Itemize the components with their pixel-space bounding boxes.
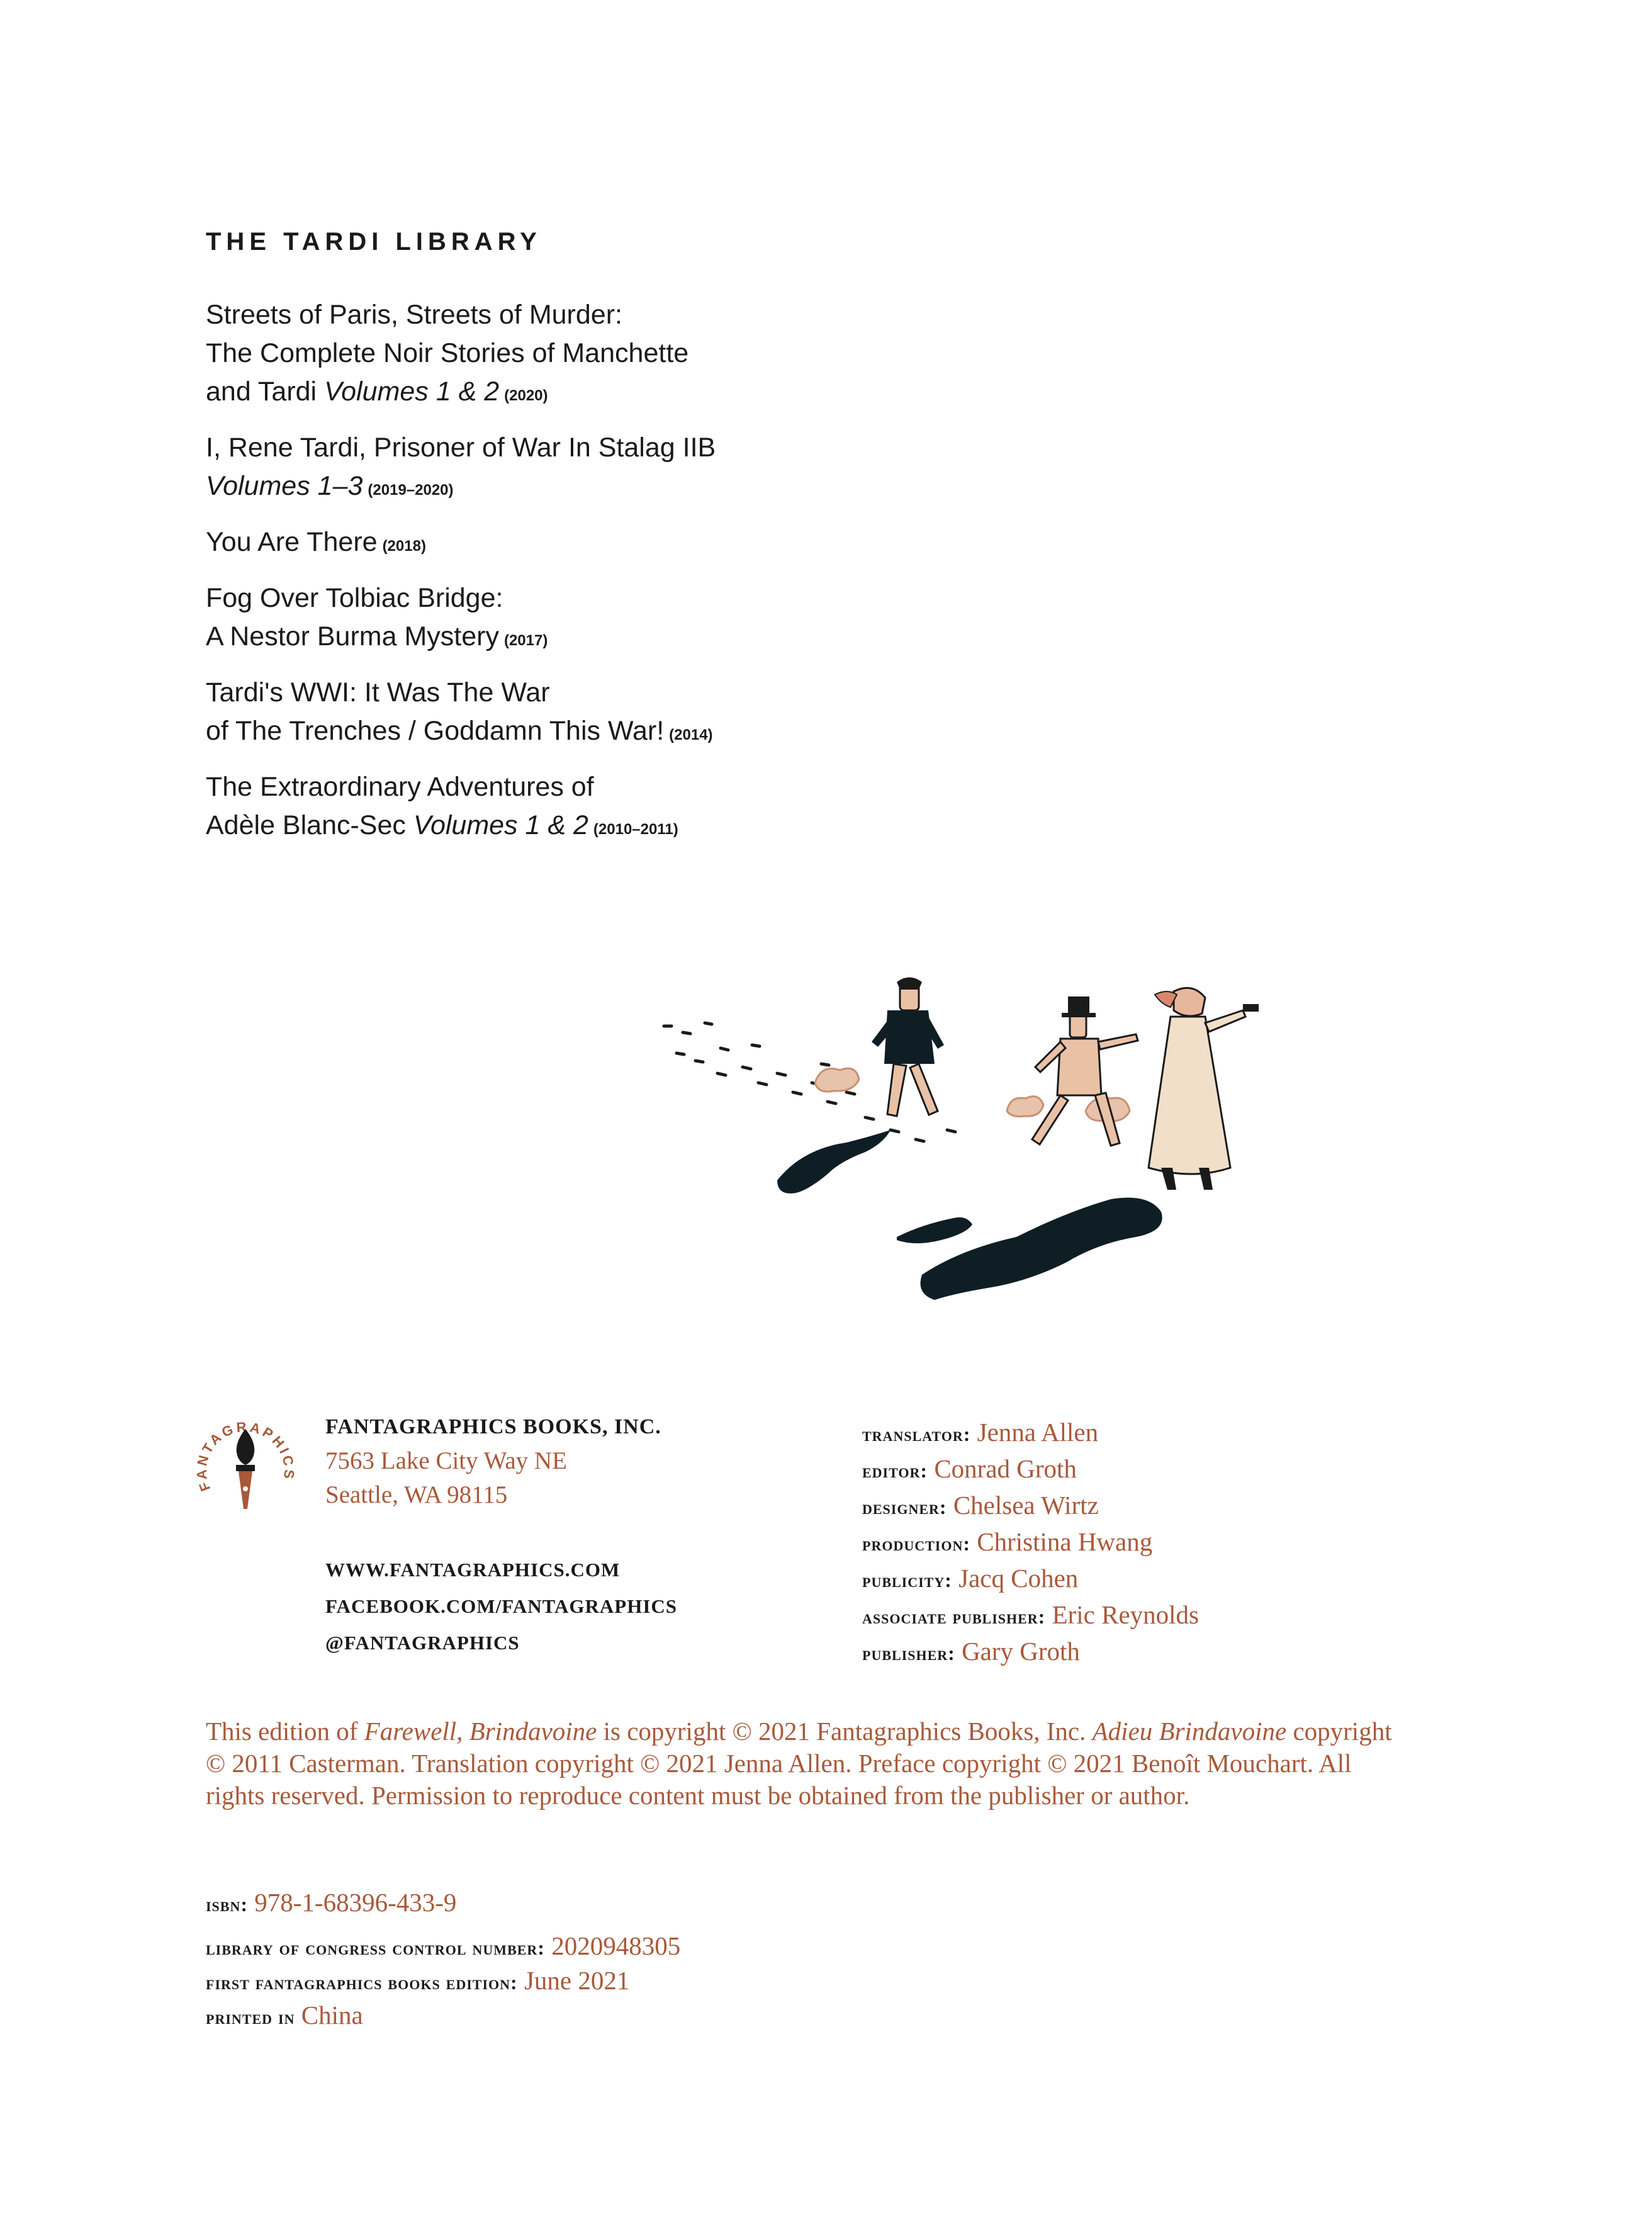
book-title-last-line bbox=[206, 523, 1087, 565]
edition-row bbox=[206, 1964, 680, 1999]
copyright-text: copyright © 2011 Casterman. Translation copyright © 2021 Jenna Allen. Preface copyright © 2021 Benoît Mouchart. All rights reserved. Permission to reproduce content must be obtained from the publisher or author. bbox=[206, 1717, 1392, 1810]
book-year: (2017) bbox=[503, 632, 548, 649]
credit-row bbox=[862, 1525, 1199, 1561]
credit-label: publicity: bbox=[862, 1569, 952, 1591]
book-entry bbox=[206, 579, 1087, 660]
publication-metadata bbox=[206, 1886, 680, 2033]
lccn-value: 2020948305 bbox=[551, 1931, 681, 1960]
book-year: (2010–2011) bbox=[593, 821, 678, 838]
lccn-label: library of congress control number: bbox=[206, 1936, 545, 1959]
book-year: (2019–2020) bbox=[368, 482, 454, 499]
book-entry bbox=[206, 768, 1087, 849]
book-title-text: You Are There bbox=[206, 527, 378, 557]
credit-value: Conrad Groth bbox=[934, 1454, 1077, 1483]
credit-row bbox=[862, 1634, 1199, 1671]
credit-value: Chelsea Wirtz bbox=[953, 1491, 1099, 1520]
running-man-figure bbox=[872, 978, 944, 1117]
isbn-value: 978-1-68396-433-9 bbox=[254, 1888, 457, 1917]
book-title-last-line bbox=[206, 618, 1087, 660]
book-year: (2014) bbox=[669, 726, 713, 743]
torch-pen-icon bbox=[236, 1429, 255, 1509]
book-entry bbox=[206, 674, 1087, 754]
credit-row bbox=[862, 1598, 1199, 1634]
credit-value: Jacq Cohen bbox=[958, 1564, 1079, 1593]
fantagraphics-logo bbox=[192, 1394, 299, 1520]
woman-in-coat-figure bbox=[1149, 988, 1259, 1190]
printed-value: China bbox=[301, 2001, 363, 2030]
credit-value: Jenna Allen bbox=[977, 1418, 1099, 1447]
top-hat-man-figure bbox=[1032, 997, 1138, 1146]
book-entry bbox=[206, 429, 1087, 509]
credits-list bbox=[862, 1415, 1199, 1671]
book-title-text: A Nestor Burma Mystery bbox=[206, 621, 499, 652]
shadows bbox=[777, 1130, 1162, 1300]
website-link[interactable]: WWW.FANTAGRAPHICS.COM bbox=[325, 1559, 621, 1581]
book-title-line: Fog Over Tolbiac Bridge: bbox=[206, 583, 503, 613]
copyright-text: is copyright © 2021 Fantagraphics Books, Inc. bbox=[597, 1717, 1093, 1746]
publisher-address-line2: Seattle, WA 98115 bbox=[325, 1481, 508, 1508]
book-title-text: and Tardi bbox=[206, 376, 325, 407]
book-title-last-line bbox=[206, 467, 1087, 509]
credit-row bbox=[862, 1561, 1199, 1598]
book-volumes: Volumes 1 & 2 bbox=[413, 810, 588, 840]
isbn-row bbox=[206, 1886, 680, 1921]
book-title-last-line bbox=[206, 806, 1087, 849]
credit-label: production: bbox=[862, 1532, 970, 1555]
library-heading: THE TARDI LIBRARY bbox=[206, 228, 542, 256]
book-title-line: The Extraordinary Adventures of bbox=[206, 772, 594, 802]
credit-label: publisher: bbox=[862, 1642, 955, 1664]
publisher-links bbox=[325, 1552, 677, 1661]
book-volumes: Volumes 1–3 bbox=[206, 471, 363, 501]
printed-row bbox=[206, 1999, 680, 2033]
running-figures-illustration bbox=[658, 973, 1312, 1300]
book-list bbox=[206, 296, 1087, 862]
isbn-label: isbn: bbox=[206, 1893, 249, 1916]
book-entry bbox=[206, 523, 1087, 565]
publisher-name: FANTAGRAPHICS BOOKS, INC. bbox=[325, 1415, 661, 1438]
book-title-text: of The Trenches / Goddamn This War! bbox=[206, 716, 665, 746]
book-year: (2018) bbox=[382, 538, 426, 555]
publisher-address-line1: 7563 Lake City Way NE bbox=[325, 1447, 567, 1474]
book-title-line: The Complete Noir Stories of Manchette bbox=[206, 338, 689, 368]
book-title-last-line bbox=[206, 373, 1087, 415]
book-title-line: I, Rene Tardi, Prisoner of War In Stalag IIB bbox=[206, 432, 716, 463]
book-title-last-line bbox=[206, 712, 1087, 754]
credit-label: associate publisher: bbox=[862, 1605, 1046, 1628]
credit-label: editor: bbox=[862, 1459, 928, 1482]
book-title-text: Adèle Blanc-Sec bbox=[206, 810, 413, 840]
credit-row bbox=[862, 1415, 1199, 1452]
edition-label: first fantagraphics books edition: bbox=[206, 1971, 518, 1994]
book-year: (2020) bbox=[504, 387, 548, 404]
credit-value: Gary Groth bbox=[962, 1637, 1080, 1666]
credit-label: designer: bbox=[862, 1496, 947, 1518]
social-handle[interactable]: @FANTAGRAPHICS bbox=[325, 1632, 520, 1654]
book-entry bbox=[206, 296, 1087, 415]
copyright-title-english: Farewell, Brindavoine bbox=[364, 1717, 597, 1746]
copyright-title-french: Adieu Brindavoine bbox=[1092, 1717, 1287, 1746]
printed-label: printed in bbox=[206, 2006, 295, 2028]
book-title-line: Tardi's WWI: It Was The War bbox=[206, 677, 550, 708]
credit-row bbox=[862, 1452, 1199, 1488]
copyright-text: This edition of bbox=[206, 1717, 364, 1746]
lccn-row bbox=[206, 1929, 680, 1964]
credit-row bbox=[862, 1488, 1199, 1525]
edition-value: June 2021 bbox=[524, 1966, 630, 1995]
credit-label: translator: bbox=[862, 1423, 971, 1445]
book-title-line: Streets of Paris, Streets of Murder: bbox=[206, 300, 622, 330]
copyright-notice bbox=[206, 1715, 1402, 1812]
facebook-link[interactable]: FACEBOOK.COM/FANTAGRAPHICS bbox=[325, 1595, 678, 1617]
book-volumes: Volumes 1 & 2 bbox=[324, 376, 500, 407]
publisher-address-block bbox=[325, 1410, 661, 1512]
credit-value: Christina Hwang bbox=[977, 1527, 1153, 1556]
logo-text: FANTAGRAPHICS bbox=[193, 1418, 298, 1494]
credit-value: Eric Reynolds bbox=[1052, 1600, 1200, 1629]
